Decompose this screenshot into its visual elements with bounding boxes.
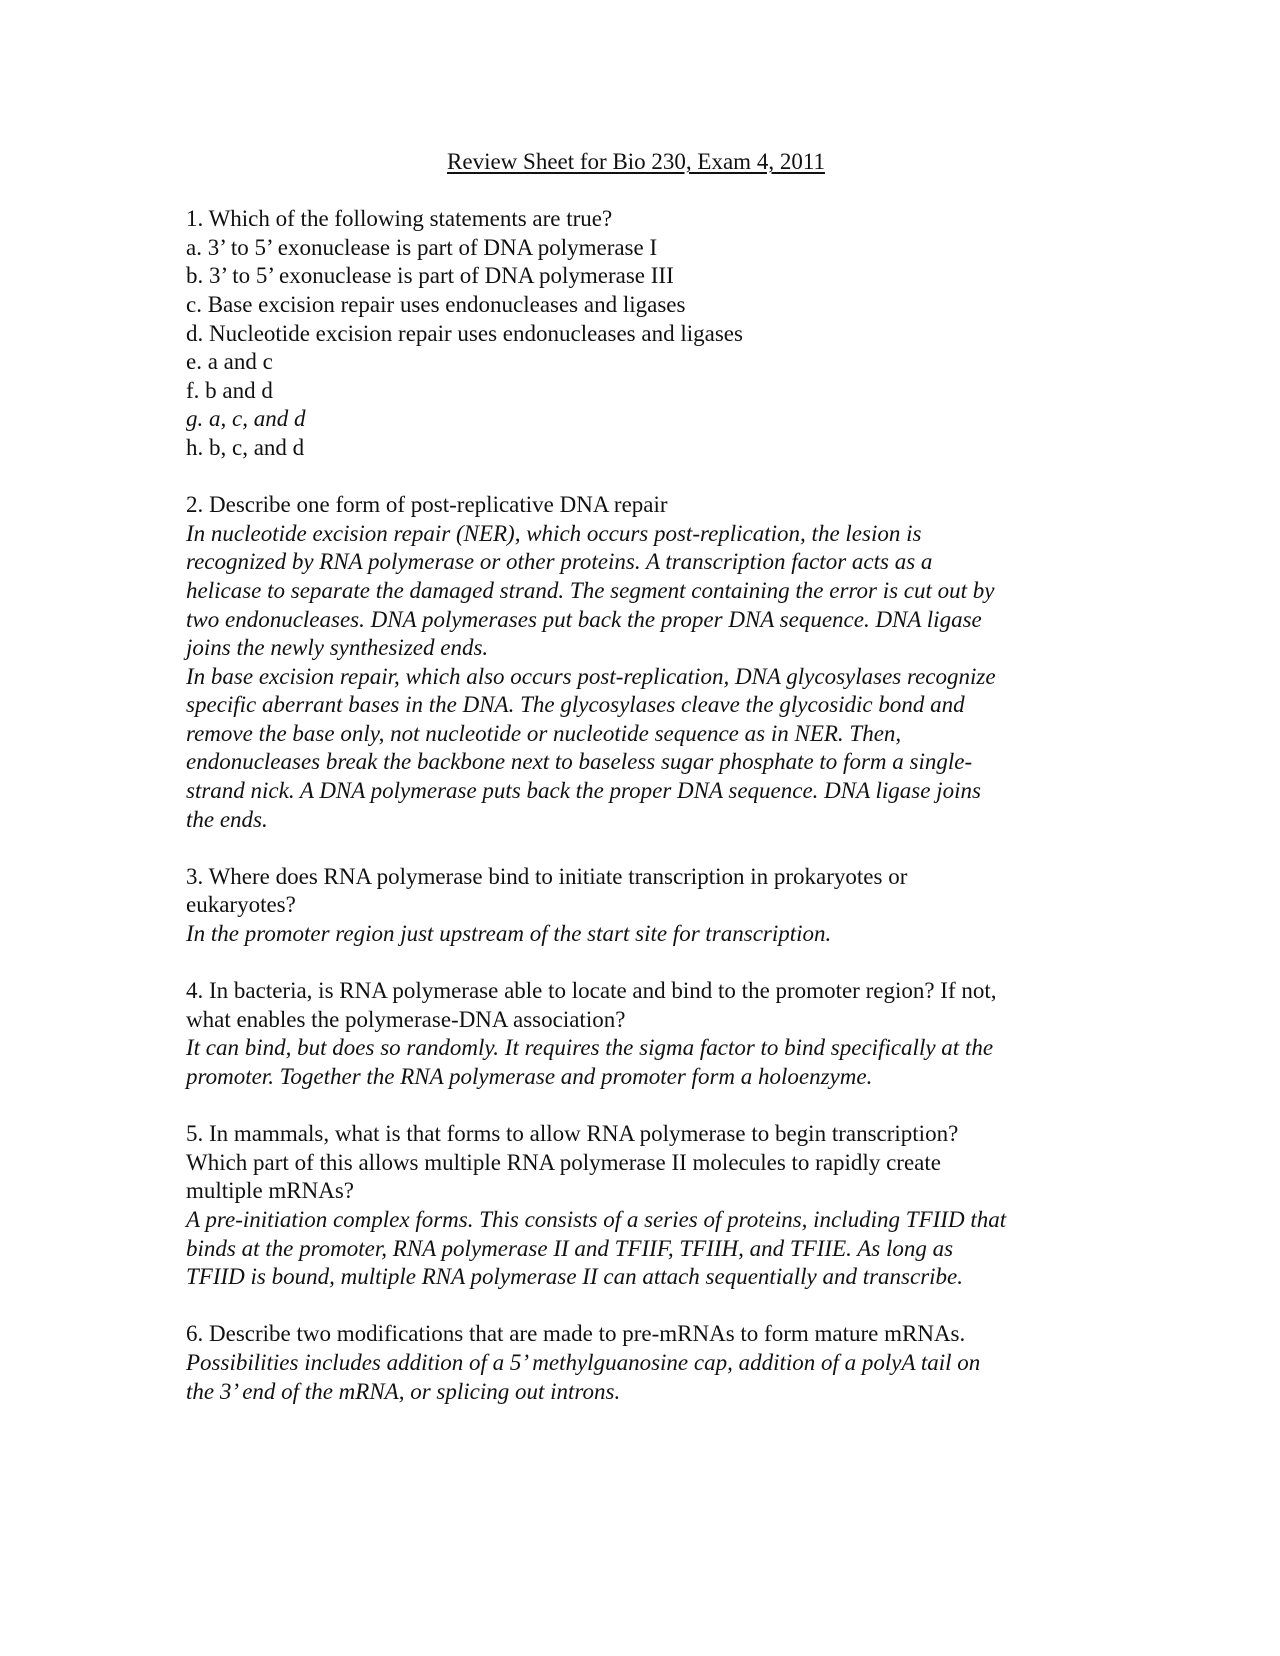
- answer-2-line: remove the base only, not nucleotide or nucleotide sequence as in NER. Then,: [186, 720, 902, 746]
- answer-2-line: joins the newly synthesized ends.: [186, 635, 489, 661]
- question-1: [186, 205, 1086, 462]
- document-page: [186, 148, 1086, 1406]
- answer-2-line: recognized by RNA polymerase or other proteins. A transcription factor acts as a: [186, 549, 933, 575]
- option-d: d. Nucleotide excision repair uses endonucleases and ligases: [186, 320, 743, 346]
- answer-3-line: In the promoter region just upstream of the start site for transcription.: [186, 921, 832, 947]
- question-5-line: multiple mRNAs?: [186, 1178, 355, 1204]
- option-b: b. 3’ to 5’ exonuclease is part of DNA polymerase III: [186, 263, 674, 289]
- question-5-line: Which part of this allows multiple RNA polymerase II molecules to rapidly create: [186, 1149, 941, 1175]
- question-4: [186, 977, 1086, 1091]
- question-6: [186, 1320, 1086, 1406]
- question-2: [186, 491, 1086, 834]
- option-e: e. a and c: [186, 349, 273, 375]
- option-f: f. b and d: [186, 377, 273, 403]
- answer-2-line: two endonucleases. DNA polymerases put back the proper DNA sequence. DNA ligase: [186, 606, 982, 632]
- answer-5-line: binds at the promoter, RNA polymerase II and TFIIF, TFIIH, and TFIIE. As long as: [186, 1235, 954, 1261]
- answer-2-line: strand nick. A DNA polymerase puts back the proper DNA sequence. DNA ligase joins: [186, 778, 981, 804]
- answer-6-line: the 3’ end of the mRNA, or splicing out introns.: [186, 1378, 621, 1404]
- option-g-answer: g. a, c, and d: [186, 406, 306, 432]
- answer-6-line: Possibilities includes addition of a 5’ methylguanosine cap, addition of a polyA tail on: [186, 1349, 981, 1375]
- answer-2-line: In base excision repair, which also occurs post-replication, DNA glycosylases recognize: [186, 663, 996, 689]
- answer-2-line: helicase to separate the damaged strand. The segment containing the error is cut out by: [186, 577, 995, 603]
- option-c: c. Base excision repair uses endonucleases and ligases: [186, 291, 686, 317]
- question-2-text: 2. Describe one form of post-replicative DNA repair: [186, 492, 668, 518]
- question-6-text: 6. Describe two modifications that are made to pre-mRNAs to form mature mRNAs.: [186, 1321, 966, 1347]
- answer-5-line: A pre-initiation complex forms. This consists of a series of proteins, including TFIID that: [186, 1206, 1007, 1232]
- question-1-text: 1. Which of the following statements are true?: [186, 206, 613, 232]
- answer-2-line: specific aberrant bases in the DNA. The glycosylases cleave the glycosidic bond and: [186, 692, 965, 718]
- question-4-line: what enables the polymerase-DNA association?: [186, 1006, 626, 1032]
- answer-2-line: endonucleases break the backbone next to baseless sugar phosphate to form a single-: [186, 749, 973, 775]
- option-h: h. b, c, and d: [186, 434, 305, 460]
- question-3: [186, 863, 1086, 949]
- option-a: a. 3’ to 5’ exonuclease is part of DNA polymerase I: [186, 234, 658, 260]
- answer-2-line: the ends.: [186, 806, 268, 832]
- answer-4-line: promoter. Together the RNA polymerase and promoter form a holoenzyme.: [186, 1064, 873, 1089]
- question-4-line: 4. In bacteria, is RNA polymerase able to locate and bind to the promoter region? If not,: [186, 978, 997, 1004]
- answer-5-line: TFIID is bound, multiple RNA polymerase II can attach sequentially and transcribe.: [186, 1264, 963, 1290]
- answer-4-line: It can bind, but does so randomly. It requires the sigma factor to bind specifically at the: [186, 1035, 994, 1061]
- question-5: [186, 1120, 1086, 1292]
- question-3-line: eukaryotes?: [186, 892, 296, 918]
- answer-2-line: In nucleotide excision repair (NER), which occurs post-replication, the lesion is: [186, 520, 922, 546]
- page-title: Review Sheet for Bio 230, Exam 4, 2011: [447, 149, 825, 174]
- question-3-line: 3. Where does RNA polymerase bind to initiate transcription in prokaryotes or: [186, 863, 908, 889]
- question-5-line: 5. In mammals, what is that forms to allow RNA polymerase to begin transcription?: [186, 1121, 959, 1147]
